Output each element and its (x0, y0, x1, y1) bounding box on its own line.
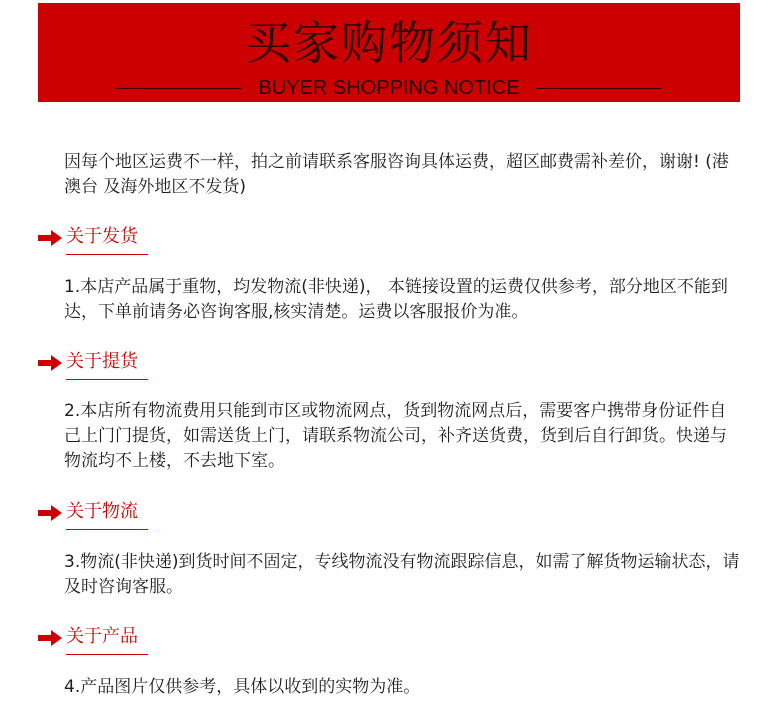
section-title-shipping: 关于发货 (66, 226, 138, 247)
section-text-logistics: 3.物流(非快递)到货时间不固定，专线物流没有物流跟踪信息，如需了解货物运输状态，请及时咨询客服。 (64, 552, 740, 597)
section-underline (66, 379, 148, 380)
section-title-pickup: 关于提货 (66, 351, 138, 372)
section-title-logistics: 关于物流 (66, 501, 138, 522)
arrow-right-icon (38, 355, 62, 371)
arrow-right-icon (38, 230, 62, 246)
section-text-pickup: 2.本店所有物流费用只能到市区或物流网点，货到物流网点后，需要客户携带身份证件自己上门门提货，如需送货上门，请联系物流公司，补齐送货费，货到后自行卸货。快递与物流均不上楼，不去地下室。 (64, 401, 727, 471)
section-underline (66, 654, 148, 655)
subtitle-right-line (536, 88, 662, 89)
intro-paragraph: 因每个地区运费不一样，拍之前请联系客服咨询具体运费，超区邮费需补差价，谢谢! (港澳台 及海外地区不发货) (64, 152, 729, 197)
subtitle-left-line (116, 88, 242, 89)
section-text-product: 4.产品图片仅供参考，具体以收到的实物为准。 (64, 677, 421, 697)
arrow-right-icon (38, 505, 62, 521)
banner-subtitle: BUYER SHOPPING NOTICE (258, 76, 520, 99)
banner-subtitle-row (38, 75, 740, 101)
section-title-product: 关于产品 (66, 626, 138, 647)
notice-banner (38, 3, 740, 102)
section-underline (66, 529, 148, 530)
section-underline (66, 254, 148, 255)
section-text-shipping: 1.本店产品属于重物，均发物流(非快递)， 本链接设置的运费仅供参考，部分地区不能到达，下单前请务必咨询客服,核实清楚。运费以客服报价为准。 (64, 277, 728, 322)
banner-title: 买家购物须知 (245, 16, 533, 70)
arrow-right-icon (38, 630, 62, 646)
